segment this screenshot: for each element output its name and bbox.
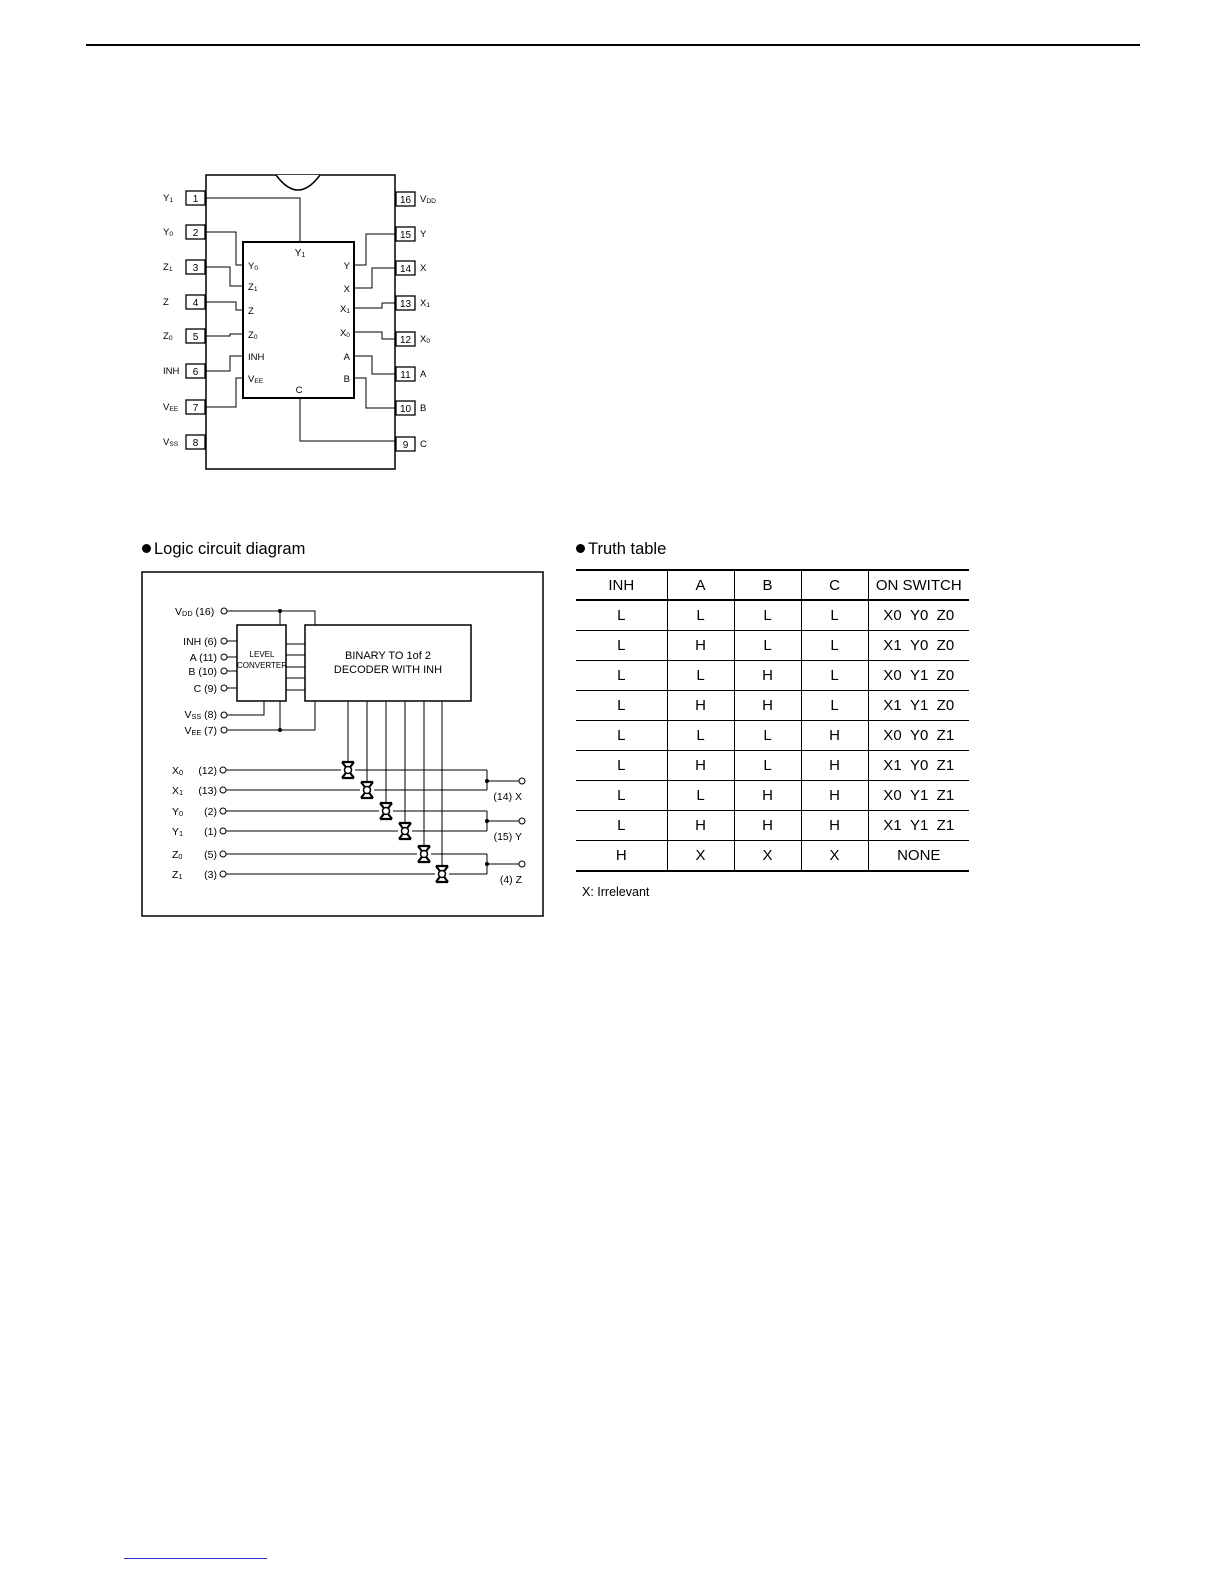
terminal-icon <box>221 668 227 674</box>
terminal-icon <box>220 871 226 877</box>
logic-wire <box>227 611 315 625</box>
table-cell: H <box>734 811 801 841</box>
switch-output-label: (4) Z <box>499 874 522 886</box>
pin-number: 11 <box>400 370 411 381</box>
pin-diagram <box>205 175 396 469</box>
table-cell: X1 Y0 Z1 <box>868 751 969 781</box>
control-input-label: INH (6) <box>183 636 217 648</box>
header-inh: INH <box>576 570 667 600</box>
pin-wire <box>205 302 243 310</box>
terminal-icon <box>221 685 227 691</box>
table-cell: L <box>667 781 734 811</box>
vee-label: VEE (7) <box>184 725 217 737</box>
table-cell: L <box>734 751 801 781</box>
bullet-icon <box>576 544 585 553</box>
table-row <box>576 781 969 811</box>
switch-output-label: (15) Y <box>493 831 522 843</box>
pin-wire <box>354 303 396 308</box>
terminal-icon <box>221 654 227 660</box>
junction-dot <box>485 779 489 783</box>
inner-chip <box>243 242 354 398</box>
pin-number: 2 <box>192 228 199 239</box>
terminal-icon <box>220 808 226 814</box>
table-cell: H <box>734 691 801 721</box>
table-cell: H <box>734 661 801 691</box>
inner-pin-label: Y0 <box>248 261 259 272</box>
inner-pin-label: X1 <box>339 304 350 315</box>
gate-bubble <box>402 828 409 835</box>
pin-number: 3 <box>192 263 199 274</box>
table-cell: L <box>734 721 801 751</box>
pin-label-7: VEE <box>163 402 179 413</box>
pin-label-11: A <box>420 369 427 380</box>
table-cell: H <box>667 691 734 721</box>
pin-label-1: Y1 <box>163 193 174 204</box>
pin-label-10: B <box>420 403 427 414</box>
gate-bubble <box>345 767 352 774</box>
table-cell: NONE <box>868 841 969 872</box>
pin-label-8: VSS <box>163 437 179 448</box>
switch-input-label: X0 <box>172 765 184 777</box>
table-row <box>576 600 969 631</box>
logic-diagram <box>142 572 543 916</box>
inner-pin-label: Z0 <box>248 330 258 341</box>
truth-table-header <box>576 570 969 600</box>
table-cell: L <box>667 721 734 751</box>
truth-table-title: Truth table <box>576 540 666 559</box>
table-row <box>576 841 969 872</box>
control-input-label: A (11) <box>189 652 217 664</box>
pin-wire <box>354 268 396 288</box>
table-cell: X0 Y1 Z1 <box>868 781 969 811</box>
header-a: A <box>667 570 734 600</box>
header-b: B <box>734 570 801 600</box>
table-cell: H <box>801 751 868 781</box>
pin-wire <box>354 378 396 408</box>
logic-diagram-title: Logic circuit diagram <box>142 540 305 559</box>
logic-wire <box>227 701 264 715</box>
table-cell: L <box>576 631 667 661</box>
switch-input-pin: (13) <box>198 785 217 797</box>
table-cell: L <box>576 600 667 631</box>
table-cell: X0 Y1 Z0 <box>868 661 969 691</box>
table-cell: X0 Y0 Z1 <box>868 721 969 751</box>
inner-pin-label: Z1 <box>248 282 258 293</box>
terminal-icon <box>519 818 525 824</box>
switch-input-label: Z1 <box>172 869 183 881</box>
table-cell: H <box>667 631 734 661</box>
decoder-label: DECODER WITH INH <box>333 664 443 676</box>
pin-wire <box>205 378 243 407</box>
inner-pin-label: C <box>295 385 303 396</box>
table-cell: X <box>734 841 801 872</box>
package-notch <box>276 175 320 190</box>
terminal-icon <box>221 727 227 733</box>
pin-label-14: X <box>420 263 427 274</box>
table-cell: H <box>667 751 734 781</box>
table-cell: L <box>801 661 868 691</box>
pin-label-9: C <box>420 439 427 450</box>
table-cell: H <box>801 781 868 811</box>
table-cell: L <box>667 661 734 691</box>
decoder-box <box>305 625 471 701</box>
truth-table <box>576 569 969 872</box>
table-cell: L <box>734 600 801 631</box>
pin-label-4: Z <box>163 297 169 308</box>
table-cell: L <box>576 691 667 721</box>
table-cell: H <box>801 721 868 751</box>
pin-number: 8 <box>192 438 199 449</box>
gate-bubble <box>383 808 390 815</box>
inner-pin-label: Y1 <box>294 248 306 259</box>
terminal-icon <box>220 787 226 793</box>
level-converter-label: CONVERTER <box>236 661 288 670</box>
irrelevant-note: X: Irrelevant <box>582 885 650 899</box>
logic-frame <box>142 572 543 916</box>
pin-wire <box>354 332 396 339</box>
header-on-switch: ON SWITCH <box>868 570 969 600</box>
pin-number: 12 <box>399 335 412 346</box>
terminal-icon <box>221 638 227 644</box>
pin-number: 1 <box>192 194 199 205</box>
switch-input-label: Z0 <box>172 849 183 861</box>
pin-number: 16 <box>399 195 412 206</box>
table-cell: L <box>801 600 868 631</box>
control-input-label: C (9) <box>193 683 217 695</box>
junction-dot <box>485 862 489 866</box>
gate-bubble <box>421 851 428 858</box>
inner-pin-label: X0 <box>339 328 350 339</box>
table-row <box>576 811 969 841</box>
terminal-icon <box>220 828 226 834</box>
junction-dot <box>278 728 282 732</box>
decoder-label: BINARY TO 1of 2 <box>344 650 432 662</box>
table-row <box>576 631 969 661</box>
table-cell: L <box>801 691 868 721</box>
pin-wire <box>205 198 300 242</box>
table-row <box>576 721 969 751</box>
pin-label-2: Y0 <box>163 227 174 238</box>
table-cell: X1 Y0 Z0 <box>868 631 969 661</box>
pin-label-6: INH <box>163 366 180 377</box>
switch-input-label: Y1 <box>172 826 184 838</box>
table-cell: L <box>576 811 667 841</box>
inner-pin-label: INH <box>248 352 265 363</box>
pin-label-12: X0 <box>420 334 431 345</box>
table-cell: X <box>667 841 734 872</box>
table-cell: L <box>576 661 667 691</box>
pin-wire <box>205 267 243 286</box>
pin-number: 6 <box>192 367 199 378</box>
switch-input-label: Y0 <box>172 806 184 818</box>
pin-label-5: Z0 <box>163 331 173 342</box>
bullet-icon <box>142 544 151 553</box>
pin-wire <box>205 356 243 371</box>
switch-input-label: X1 <box>172 785 184 797</box>
pin-wire <box>205 334 243 336</box>
table-cell: L <box>667 600 734 631</box>
table-cell: X <box>801 841 868 872</box>
vss-label: VSS (8) <box>184 709 217 721</box>
table-cell: H <box>734 781 801 811</box>
header-c: C <box>801 570 868 600</box>
gate-bubble <box>364 787 371 794</box>
table-cell: H <box>667 811 734 841</box>
pin-number: 4 <box>192 298 199 309</box>
inner-pin-label: B <box>343 374 350 385</box>
inner-pin-label: A <box>343 352 350 363</box>
pin-number: 15 <box>399 230 412 241</box>
footer-link[interactable] <box>124 1558 267 1559</box>
pin-number: 9 <box>402 440 409 451</box>
pin-wire <box>354 356 396 374</box>
pin-label-15: Y <box>420 229 427 240</box>
inner-pin-label: Z <box>248 306 254 317</box>
table-cell: H <box>801 811 868 841</box>
switch-input-pin: (1) <box>204 826 217 838</box>
table-cell: X0 Y0 Z0 <box>868 600 969 631</box>
table-cell: L <box>576 751 667 781</box>
table-row <box>576 691 969 721</box>
inner-pin-label: X <box>343 284 350 295</box>
terminal-icon <box>221 608 227 614</box>
terminal-icon <box>519 778 525 784</box>
junction-dot <box>485 819 489 823</box>
level-converter-label: LEVEL <box>249 650 275 659</box>
table-cell: H <box>576 841 667 872</box>
table-row <box>576 751 969 781</box>
terminal-icon <box>221 712 227 718</box>
table-cell: L <box>576 721 667 751</box>
switch-input-pin: (12) <box>198 765 217 777</box>
table-cell: L <box>801 631 868 661</box>
switch-output-label: (14) X <box>493 791 522 803</box>
table-cell: L <box>734 631 801 661</box>
table-cell: X1 Y1 Z0 <box>868 691 969 721</box>
inner-pin-label: Y <box>343 261 350 272</box>
gate-bubble <box>439 871 446 878</box>
junction-dot <box>278 609 282 613</box>
table-cell: X1 Y1 Z1 <box>868 811 969 841</box>
pin-number: 10 <box>399 404 412 415</box>
pin-label-13: X1 <box>420 298 431 309</box>
inner-pin-label: VEE <box>248 374 264 385</box>
terminal-icon <box>220 851 226 857</box>
pin-label-3: Z1 <box>163 262 173 273</box>
vdd-label: VDD (16) <box>175 606 215 618</box>
terminal-icon <box>519 861 525 867</box>
pin-wire <box>205 232 243 265</box>
pin-number: 7 <box>192 403 199 414</box>
pin-number: 13 <box>399 299 412 310</box>
pin-label-16: VDD <box>420 194 436 205</box>
pin-number: 14 <box>399 264 412 275</box>
switch-input-pin: (2) <box>204 806 217 818</box>
switch-input-pin: (3) <box>204 869 217 881</box>
switch-input-pin: (5) <box>204 849 217 861</box>
pin-wire <box>354 234 396 265</box>
pin-number: 5 <box>192 332 199 343</box>
control-input-label: B (10) <box>188 666 217 678</box>
table-row <box>576 661 969 691</box>
terminal-icon <box>220 767 226 773</box>
table-cell: L <box>576 781 667 811</box>
pin-wire <box>300 398 396 441</box>
